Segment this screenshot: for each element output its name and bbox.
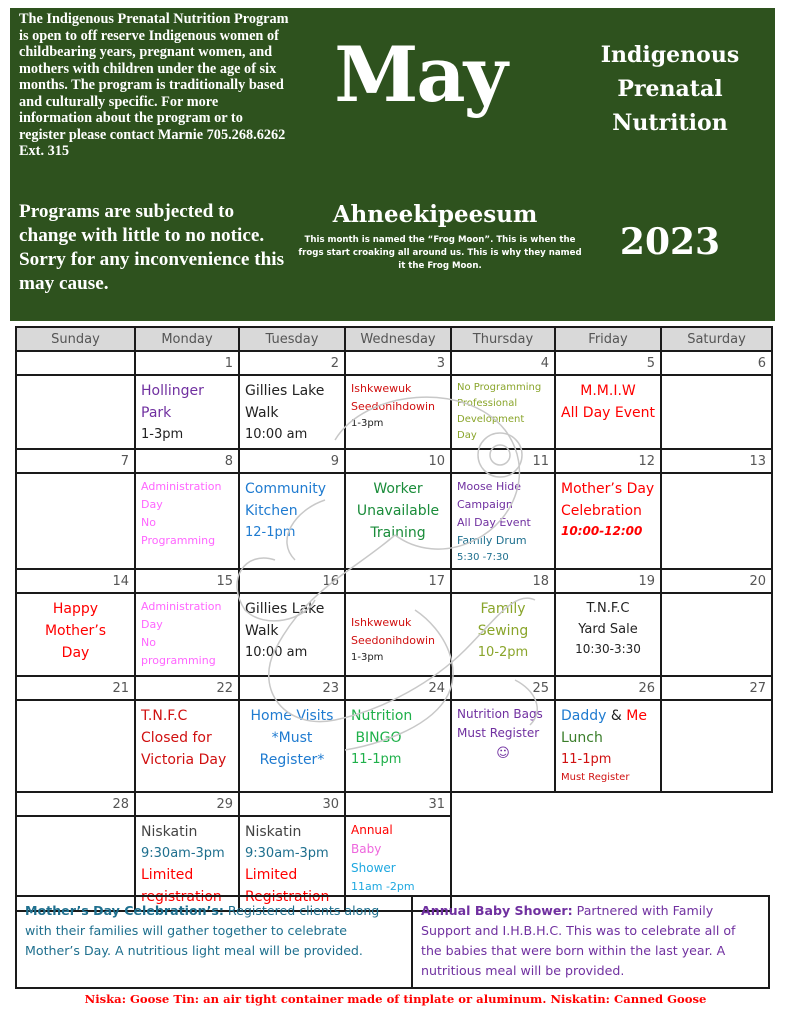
event-line: Kitchen: [245, 503, 298, 519]
events-row: [16, 593, 772, 676]
date-number: 21: [16, 676, 135, 700]
event-line: Walk: [245, 405, 279, 421]
event-line: Hollinger: [141, 383, 204, 399]
event-line: Annual: [351, 823, 393, 837]
event-line: 10:00 am: [245, 427, 308, 442]
event-line: No: [141, 636, 156, 649]
event-line: 10-2pm: [477, 645, 529, 660]
header-banner: [10, 8, 775, 321]
date-number: 7: [16, 449, 135, 473]
day-events: [240, 474, 344, 545]
day-cell: [135, 700, 239, 792]
event-line: 9:30am-3pm: [141, 846, 225, 861]
events-row: [16, 473, 772, 569]
event-line: Niskatin: [245, 824, 302, 840]
event-line: 10:30-3:30: [575, 642, 641, 656]
event-line: Park: [141, 405, 172, 421]
date-number: 29: [135, 792, 239, 816]
day-cell: [661, 593, 772, 676]
event-line-part: Daddy: [561, 708, 607, 724]
day-cell: [16, 375, 135, 449]
event-line: 11-1pm: [351, 752, 402, 767]
day-cell: [661, 473, 772, 569]
event-line: Day: [141, 618, 163, 631]
date-number: 8: [135, 449, 239, 473]
date-number-row: [16, 449, 772, 473]
event-line: All Day Event: [561, 405, 656, 421]
day-events: [136, 474, 238, 552]
day-events: [346, 376, 450, 434]
weekday-thursday: Thursday: [451, 327, 555, 351]
day-cell: [239, 375, 345, 449]
event-line: Must Register: [561, 772, 630, 783]
day-events: [556, 376, 660, 426]
day-events: [556, 701, 660, 788]
weekday-saturday: Saturday: [661, 327, 772, 351]
day-cell: [135, 473, 239, 569]
event-line: Ishkwewuk: [351, 382, 412, 395]
date-number: 27: [661, 676, 772, 700]
day-events: [662, 376, 771, 382]
event-line: Shower: [351, 861, 396, 875]
event-line: Walk: [245, 623, 279, 639]
event-line: Gillies Lake: [245, 383, 325, 399]
event-line: Yard Sale: [578, 622, 638, 637]
event-line: programming: [141, 654, 216, 667]
date-number: 19: [555, 569, 661, 593]
mothers-day-note-body: Registered clients along with their families will gather together to celebrate Mother’s Day. A nutritious light meal will be provided.: [25, 903, 380, 958]
date-number-row: [16, 351, 772, 375]
date-number: 6: [661, 351, 772, 375]
day-events: [346, 817, 450, 898]
day-cell: [451, 375, 555, 449]
day-cell: [345, 375, 451, 449]
day-events: [136, 594, 238, 672]
event-line: Ishkwewuk: [351, 616, 412, 629]
event-line: 11-1pm: [561, 752, 612, 767]
date-number: 2: [239, 351, 345, 375]
day-cell: [135, 593, 239, 676]
date-number: 12: [555, 449, 661, 473]
event-line: Register*: [259, 752, 325, 768]
day-cell: [451, 593, 555, 676]
event-line: M.M.I.W: [580, 383, 636, 399]
day-cell: [239, 700, 345, 792]
day-events: [17, 474, 134, 480]
date-number: 26: [555, 676, 661, 700]
day-events: [17, 701, 134, 707]
blank-cell: [555, 792, 661, 816]
day-events: [556, 594, 660, 661]
weekday-header-row: [16, 327, 772, 351]
day-events: [452, 701, 554, 766]
date-number: 11: [451, 449, 555, 473]
calendar-grid: [15, 326, 773, 912]
event-line: 10:00 am: [245, 645, 308, 660]
program-title-line: Indigenous: [600, 42, 740, 68]
date-number: 13: [661, 449, 772, 473]
event-line: Campaign: [457, 498, 513, 511]
day-events: [136, 701, 238, 773]
event-line: No Programming: [457, 382, 542, 393]
date-number: 25: [451, 676, 555, 700]
event-line: BINGO: [351, 730, 402, 746]
mothers-day-note-title: Mother’s Day Celebration’s:: [25, 903, 224, 918]
date-number: 16: [239, 569, 345, 593]
day-cell: [555, 473, 661, 569]
event-line: 1-3pm: [351, 418, 384, 429]
event-line: Family Drum: [457, 534, 527, 547]
day-cell: [661, 375, 772, 449]
date-number: 3: [345, 351, 451, 375]
event-line: registration: [141, 889, 222, 905]
weekday-monday: Monday: [135, 327, 239, 351]
event-line: Closed for: [141, 730, 212, 746]
date-number: 10: [345, 449, 451, 473]
event-line: Lunch: [561, 730, 603, 746]
date-number: 14: [16, 569, 135, 593]
event-line-part: &: [606, 708, 627, 724]
event-line: 11am -2pm: [351, 880, 415, 893]
event-line: Family: [480, 601, 526, 617]
date-number: 9: [239, 449, 345, 473]
event-line: Home Visits: [250, 708, 334, 724]
event-line: Programming: [141, 534, 216, 547]
event-line: T.N.F.C: [141, 708, 188, 724]
event-line: Development: [457, 414, 525, 425]
day-events: [17, 594, 134, 666]
events-row: [16, 700, 772, 792]
day-cell: [239, 473, 345, 569]
day-cell: [135, 375, 239, 449]
event-line: Day: [457, 430, 477, 441]
day-cell: [661, 700, 772, 792]
event-line: Administration: [141, 480, 222, 493]
day-cell: [555, 700, 661, 792]
day-events: [662, 701, 771, 707]
day-events: [346, 474, 450, 546]
day-cell: [345, 473, 451, 569]
month-title: May: [334, 30, 506, 119]
date-number: 24: [345, 676, 451, 700]
event-line: [351, 598, 445, 614]
day-cell: [555, 593, 661, 676]
program-title-line: Nutrition: [612, 110, 728, 136]
day-events: [136, 376, 238, 447]
event-line: [561, 705, 655, 727]
date-number-row: [16, 792, 772, 816]
event-line: 5:30 -7:30: [457, 552, 509, 563]
cree-month-name: Ahneekipeesum: [332, 201, 538, 228]
date-number: 28: [16, 792, 135, 816]
event-line: 1-3pm: [351, 652, 384, 663]
weekday-sunday: Sunday: [16, 327, 135, 351]
cree-month-description: This month is named the “Frog Moon”. This is when the frogs start croaking all around us. This is why they named it the Frog Moon.: [298, 235, 582, 271]
day-cell: [16, 700, 135, 792]
notes-section: [15, 895, 770, 989]
event-line: Mother’s: [44, 623, 107, 639]
event-line: Celebration: [561, 503, 642, 519]
date-number-row: [16, 569, 772, 593]
baby-shower-note-title: Annual Baby Shower:: [421, 903, 573, 918]
date-number: 18: [451, 569, 555, 593]
day-events: [662, 594, 771, 600]
event-line: Nutrition Bags: [457, 707, 543, 721]
event-line: 1-3pm: [141, 427, 184, 442]
date-number: 5: [555, 351, 661, 375]
date-number: [16, 351, 135, 375]
date-number: 30: [239, 792, 345, 816]
event-line: *Must: [271, 730, 313, 746]
event-line: Professional: [457, 398, 518, 409]
date-number: 23: [239, 676, 345, 700]
event-line: 10:00-12:00: [561, 524, 643, 538]
date-number: 22: [135, 676, 239, 700]
event-line: No: [141, 516, 156, 529]
blank-cell: [661, 792, 772, 816]
event-line-part: Me: [626, 708, 647, 724]
blank-cell: [451, 792, 555, 816]
event-line: Training: [370, 525, 426, 541]
event-line: Seedonihdowin: [351, 634, 435, 647]
event-line: Moose Hide: [457, 480, 522, 493]
date-number-row: [16, 676, 772, 700]
program-title: [582, 38, 758, 140]
events-row: [16, 375, 772, 449]
year-title: 2023: [619, 221, 721, 263]
baby-shower-note-body: Partnered with Family Support and I.H.B.H.C. This was to celebrate all of the babies that were born within the last year. A nutritious meal will be provided.: [421, 903, 736, 978]
event-line: T.N.F.C: [586, 601, 630, 616]
event-line: Gillies Lake: [245, 601, 325, 617]
event-line: All Day Event: [457, 516, 531, 529]
glossary-footer: Niska: Goose Tin: an air tight container made of tinplate or aluminum. Niskatin: Canned Goose: [84, 992, 707, 1006]
event-line: Baby: [351, 842, 382, 856]
day-events: [452, 474, 554, 568]
day-events: [240, 376, 344, 447]
event-line: 12-1pm: [245, 525, 296, 540]
event-line: Must Register: [457, 726, 540, 740]
event-line: Limited: [245, 867, 298, 883]
day-events: [240, 701, 344, 773]
event-line: Registration: [245, 889, 330, 905]
weekday-wednesday: Wednesday: [345, 327, 451, 351]
date-number: 1: [135, 351, 239, 375]
day-events: [662, 474, 771, 480]
event-line: Community: [245, 481, 327, 497]
event-line: Nutrition: [351, 708, 413, 724]
event-line: Seedonihdowin: [351, 400, 435, 413]
day-events: [556, 474, 660, 543]
event-line: 9:30am-3pm: [245, 846, 329, 861]
day-cell: [555, 375, 661, 449]
weekday-tuesday: Tuesday: [239, 327, 345, 351]
date-number: 31: [345, 792, 451, 816]
mothers-day-note: [17, 897, 413, 987]
change-notice: Programs are subjected to change with little to no notice. Sorry for any inconvenience this may cause.: [19, 201, 285, 294]
day-cell: [16, 593, 135, 676]
date-number: 15: [135, 569, 239, 593]
event-line: Limited: [141, 867, 194, 883]
event-line: Administration: [141, 600, 222, 613]
program-title-line: Prenatal: [617, 76, 723, 102]
day-cell: [16, 473, 135, 569]
day-events: [452, 594, 554, 665]
event-line: Happy: [52, 601, 99, 617]
day-events: [346, 701, 450, 772]
event-line: Day: [61, 645, 90, 661]
event-line: Mother’s Day: [561, 481, 655, 497]
day-events: [17, 817, 134, 823]
date-number: 17: [345, 569, 451, 593]
day-cell: [451, 473, 555, 569]
day-cell: [345, 593, 451, 676]
event-line: Niskatin: [141, 824, 198, 840]
day-events: [17, 376, 134, 382]
day-cell: [451, 700, 555, 792]
event-line: Unavailable: [356, 503, 440, 519]
date-number: 4: [451, 351, 555, 375]
weekday-friday: Friday: [555, 327, 661, 351]
event-line: Victoria Day: [141, 752, 227, 768]
day-events: [240, 594, 344, 665]
day-events: [452, 376, 554, 446]
event-line: Sewing: [477, 623, 529, 639]
day-events: [346, 594, 450, 668]
event-line: Worker: [373, 481, 423, 497]
event-line: Day: [141, 498, 163, 511]
day-cell: [345, 700, 451, 792]
event-line: ☺: [496, 746, 510, 761]
baby-shower-note: [413, 897, 768, 987]
program-description: The Indigenous Prenatal Nutrition Program is open to off reserve Indigenous women of childbearing years, pregnant women, and mothers with children under the age of six months. The program is traditionally based and culturally specific. For more information about the program or to register please contact Marnie 705.268.6262 Ext. 315: [19, 11, 289, 159]
day-cell: [239, 593, 345, 676]
date-number: 20: [661, 569, 772, 593]
